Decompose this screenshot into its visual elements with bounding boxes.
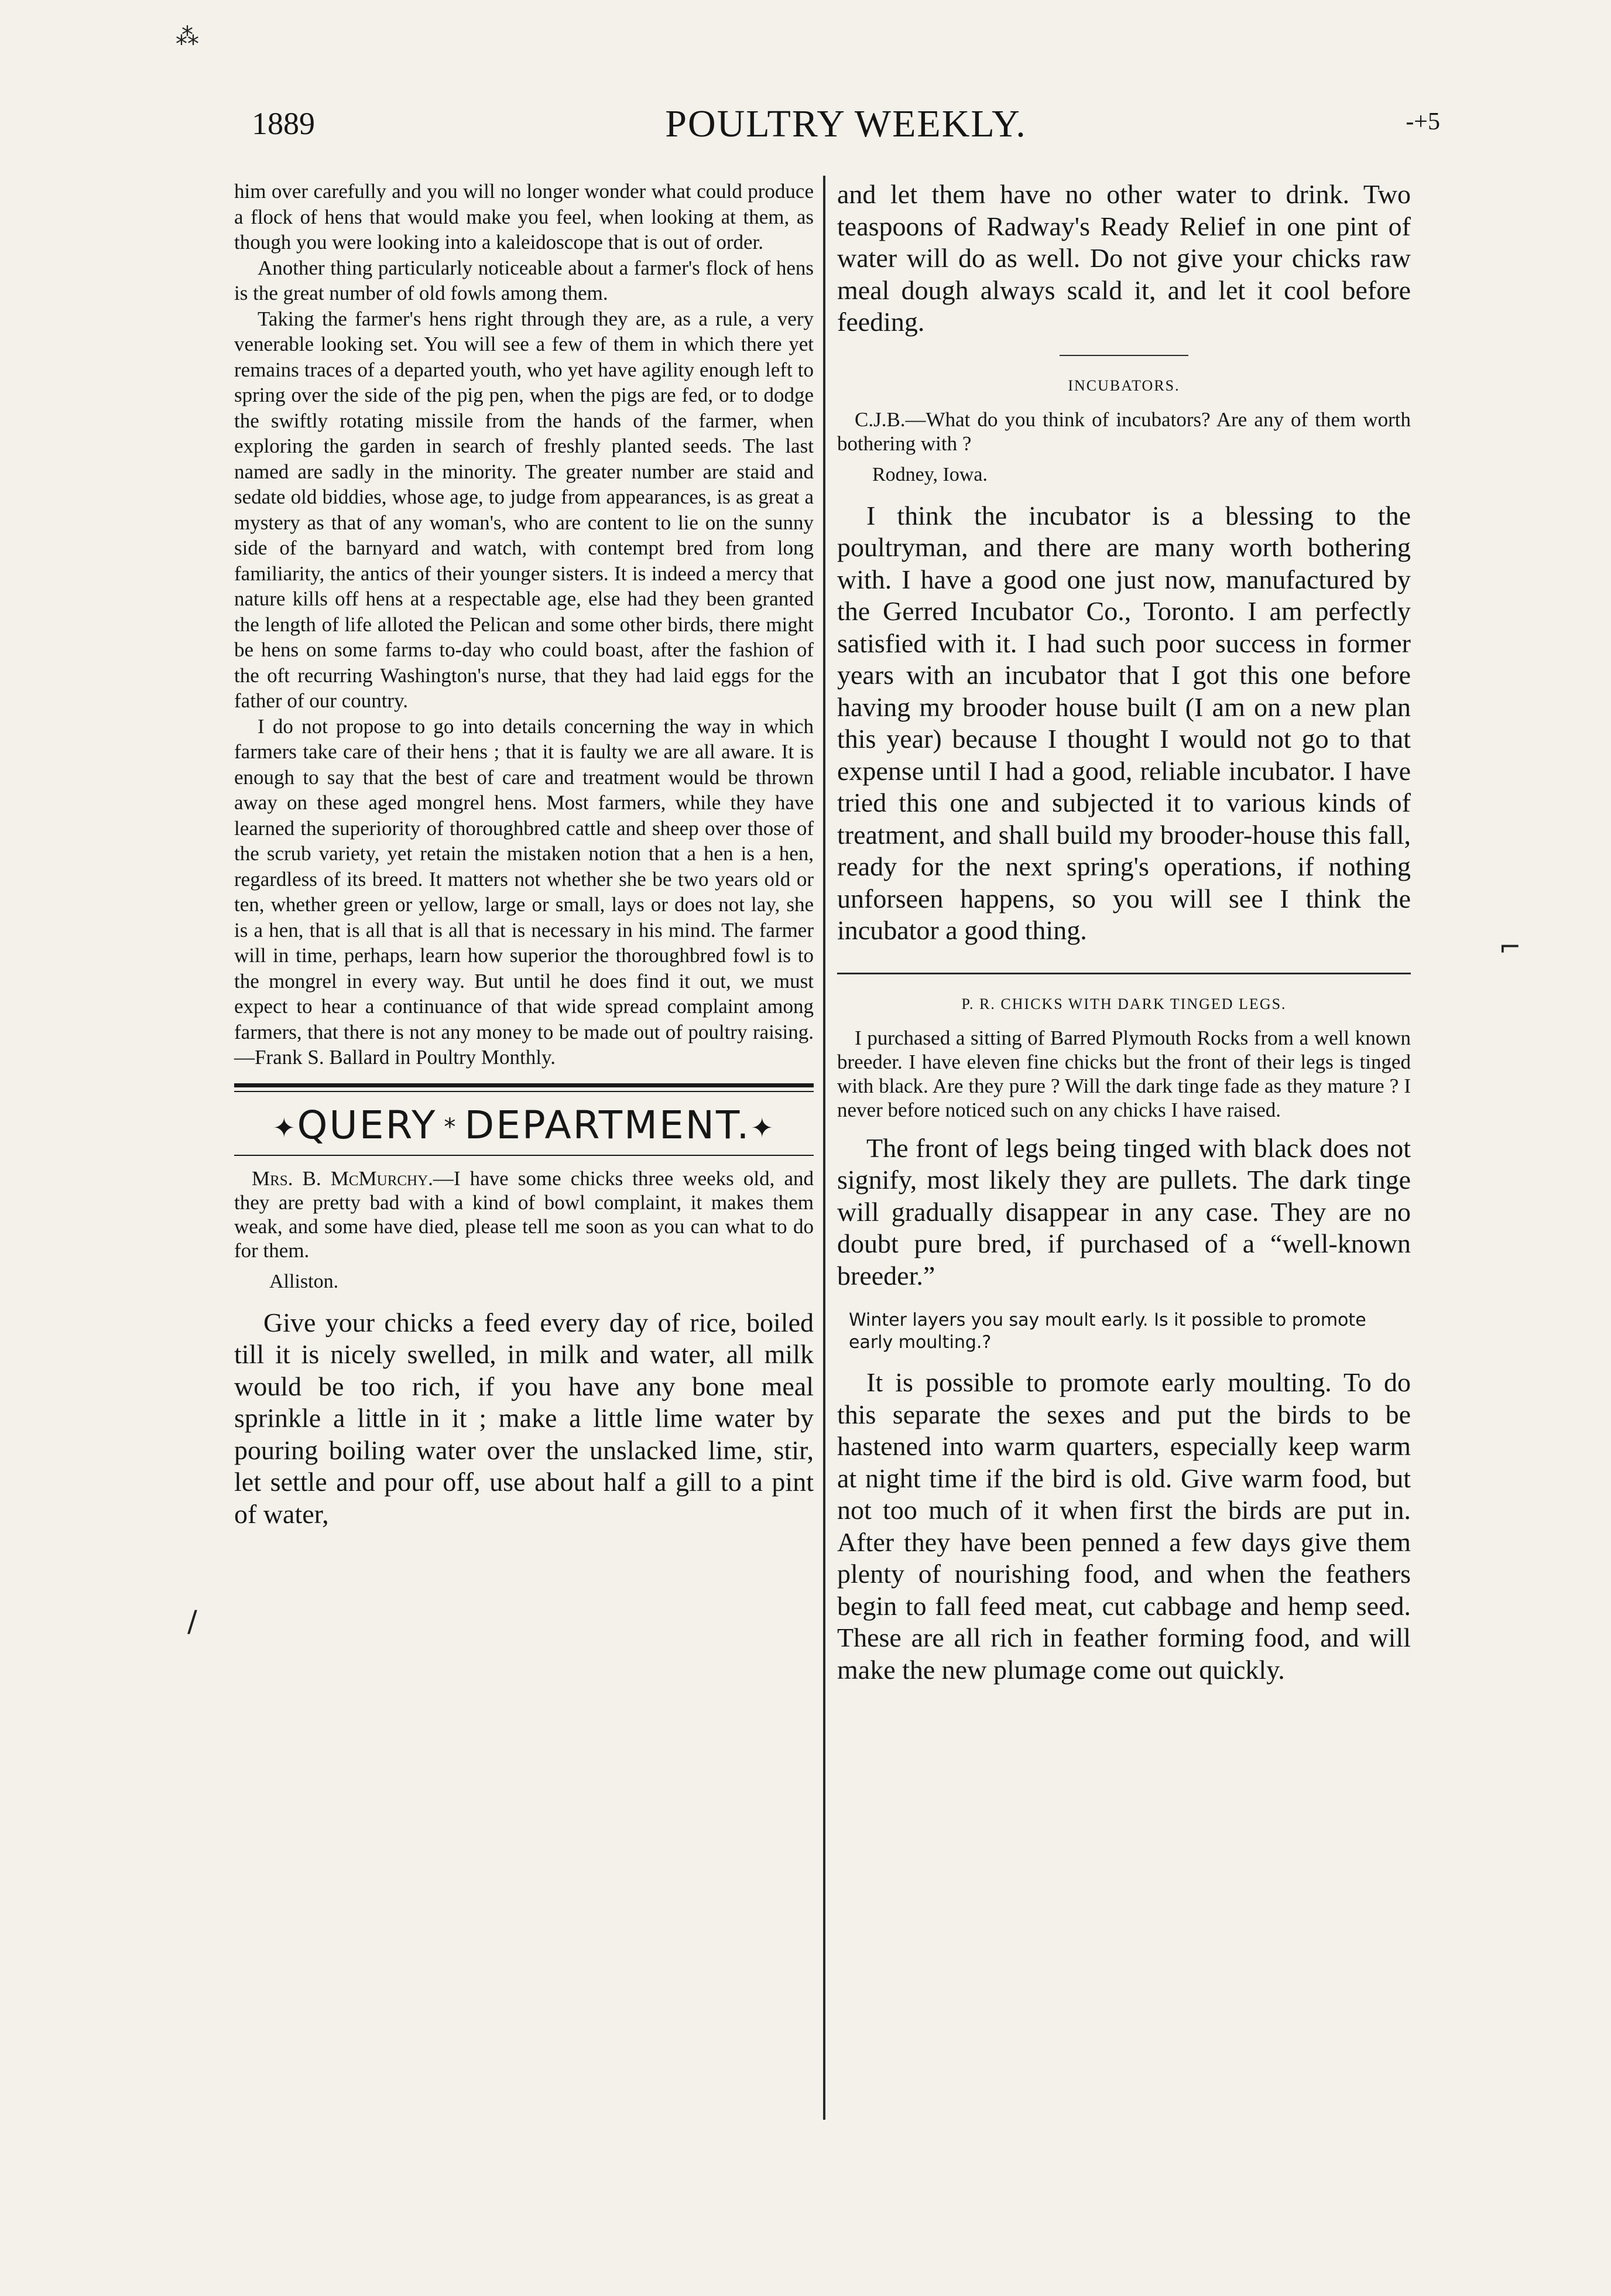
query-place: Rodney, Iowa. <box>872 463 988 485</box>
department-rule <box>234 1155 814 1156</box>
query-author: Mrs. B. McMurchy. <box>252 1166 433 1190</box>
article-paragraph: Another thing particularly noticeable about a farmer's flock of hens is the great number of old fowls among them. <box>234 256 814 304</box>
stray-mark-icon: ⁂ <box>176 23 199 50</box>
reader-query-moulting: Winter layers you say moult early. Is it possible to promote early moulting.? <box>849 1310 1366 1353</box>
section-divider <box>1060 355 1188 356</box>
stray-mark-icon: / <box>187 1604 197 1638</box>
stray-mark-icon: ⌐ <box>1499 931 1521 963</box>
section-heading-incubators: INCUBATORS. <box>1068 377 1180 394</box>
running-header <box>228 100 1463 164</box>
left-column <box>234 179 814 1530</box>
reader-query: C.J.B.—What do you think of incubators? Are any of them worth bothering with ? <box>837 408 1411 455</box>
page-number: -+5 <box>1406 108 1440 135</box>
reader-query: I purchased a sitting of Barred Plymouth Rocks from a well known breeder. I have eleven fine chicks but the front of their legs is tinged with black. Are they pure ? Will the dark tinge fade as they mature ? I never before noticed such on any chicks I have raised. <box>837 1026 1411 1121</box>
article-paragraph: him over carefully and you will no longer wonder what could produce a flock of hens that would make you feel, when looking at them, as though you were looking into a kaleidoscope that is out of order. <box>234 180 814 254</box>
article-paragraph: Taking the farmer's hens right through they are, as a rule, a very venerable looking set. You will see a few of them in which there yet remains traces of a departed youth, who yet have agility enough left to spring over the side of the pig pen, when the pigs are fed, or to dodge the swiftly rotating missile from the hands of the farmer, when exploring the garden in search of freshly planted seeds. The last named are sadly in the minority. The greater number are staid and sedate old biddies, whose age, to judge from appearances, is as great a mystery as that of any woman's, who are content to lie on the sunny side of the barnyard and watch, with contempt bred from long familiarity, the antics of their younger sisters. It is indeed a mercy that nature kills off hens at a respectable age, else had they been granted the length of life alloted the Pelican and some other birds, there might be hens on some farms to-day who could boast, after the fashion of the oft recurring Washington's nurse, that they had laid eggs for the father of our country. <box>234 307 814 712</box>
query-answer-continued: and let them have no other water to drink. Two teaspoons of Radway's Ready Relief in one pint of water will do as well. Do not give your chicks raw meal dough always scald it, and let it cool before feeding. <box>837 179 1411 337</box>
department-heading <box>234 1103 814 1148</box>
query-place: Alliston. <box>269 1270 339 1292</box>
department-rule <box>234 1091 814 1092</box>
publication-title: POULTRY WEEKLY. <box>665 102 1027 145</box>
section-heading-pr-chicks: P. R. CHICKS WITH DARK TINGED LEGS. <box>961 995 1287 1012</box>
department-title-right: DEPARTMENT. <box>464 1102 751 1148</box>
department-star: * <box>444 1114 458 1141</box>
department-rule <box>234 1083 814 1087</box>
right-column <box>837 179 1411 1686</box>
header-year: 1889 <box>252 106 315 141</box>
query-answer: It is possible to promote early moulting. To do this separate the sexes and put the birds to be hastened into warm quarters, especially keep warm at night time if the bird is old. Give warm food, but not too much of it when first the birds are put in. After they have been penned a few days give them plenty of nourishing food, and when the feathers begin to fall feed meat, cut cabbage and hemp seed. These are all rich in feather forming food, and will make the new plumage come out quickly. <box>837 1367 1411 1685</box>
query-answer: The front of legs being tinged with black does not signify, most likely they are pullets. The dark tinge will gradually disappear in any case. They are no doubt pure bred, if purchased of a “well-known breeder.” <box>837 1132 1411 1291</box>
ornament-left-icon: ✦ <box>272 1111 297 1144</box>
reader-query <box>234 1166 814 1262</box>
query-answer: Give your chicks a feed every day of rice, boiled till it is nicely swelled, in milk and water, all milk would be too rich, if you have any bone meal sprinkle a little in it ; make a little lime water by pouring boiling water over the unslacked lime, stir, let settle and pour off, use about half a gill to a pint of water, <box>234 1307 814 1529</box>
ornament-right-icon: ✦ <box>750 1111 776 1144</box>
department-title-left: QUERY <box>297 1102 437 1148</box>
article-paragraph: I do not propose to go into details concerning the way in which farmers take care of their hens ; that it is faulty we are all aware. It is enough to say that the best of care and treatment would be thrown away on these aged mongrel hens. Most farmers, while they have learned the superiority of thoroughbred cattle and sheep over those of the scrub variety, yet retain the mistaken notion that a hen is a hen, regardless of its breed. It matters not whether she be two years old or ten, whether green or yellow, large or small, lays or does not lay, she is a hen, that is all that is all that is necessary in his mind. The farmer will in time, perhaps, learn how superior the thoroughbred fowl is to the mongrel in every way. But until he does find it out, we must expect to hear a continuance of that wide spread complaint among farmers, that there is not any money to be made out of poultry raising.—Frank S. Ballard in Poultry Monthly. <box>234 714 814 1069</box>
column-rule <box>823 176 825 2120</box>
query-answer: I think the incubator is a blessing to the poultryman, and there are many worth bothering with. I have a good one just now, manufactured by the Gerred Incubator Co., Toronto. I am perfectly satisfied with it. I had such poor success in former years with an incubator that I got this one before having my brooder house built (I am on a new plan this year) because I thought I would not go to that expense until I had a good, reliable incubator. I have tried this one and subjected it to various kinds of treatment, and shall build my brooder-house this fall, ready for the next spring's operations, if nothing unforseen happens, so you will see I think the incubator a good thing. <box>837 500 1411 945</box>
query-text: —I have some chicks three weeks old, and they are pretty bad with a kind of bowl complaint, it makes them weak, and some have died, please tell me soon as you can what to do for them. <box>234 1166 814 1262</box>
section-divider <box>837 973 1411 974</box>
